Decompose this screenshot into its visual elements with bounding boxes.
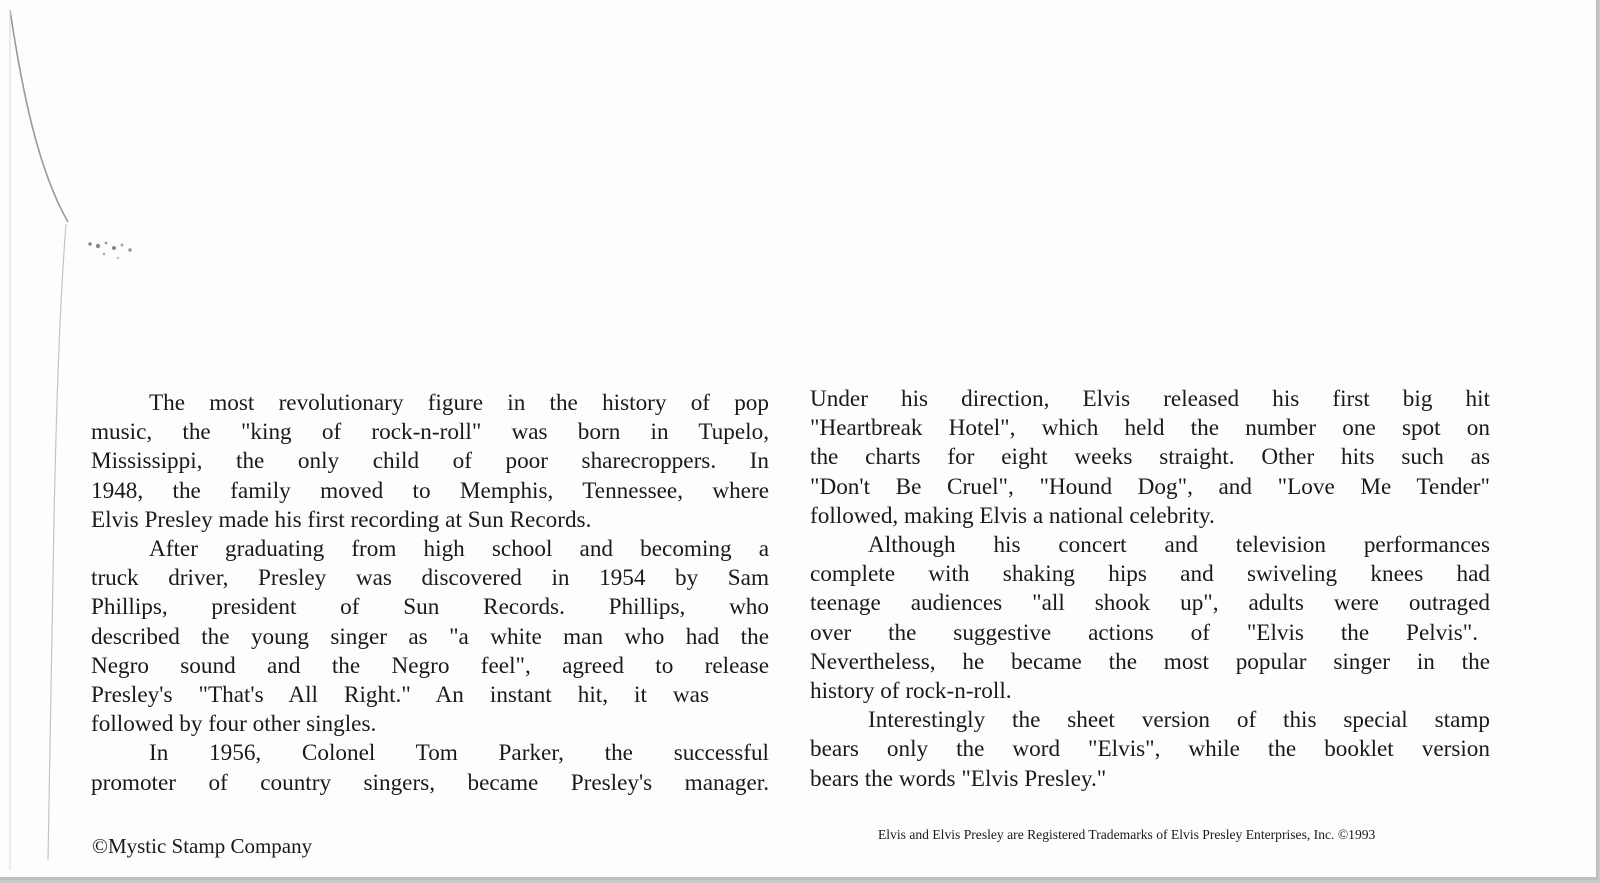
text-line: Nevertheless, he became the most popular singer in the <box>810 648 1490 675</box>
paragraph-4 <box>810 385 1490 531</box>
text-line: followed, making Elvis a national celebrity. <box>810 502 1215 529</box>
text-line: bears the words "Elvis Presley." <box>810 765 1107 792</box>
ink-smudge <box>84 236 142 266</box>
text-line: teenage audiences "all shook up", adults were outraged <box>810 590 1490 617</box>
paragraph-3 <box>91 739 769 797</box>
text-line: truck driver, Presley was discovered in 1954 by Sam <box>91 565 769 592</box>
text-line: over the suggestive actions of "Elvis the Pelvis". <box>810 619 1478 646</box>
text-line: Although his concert and television performances <box>868 532 1490 559</box>
text-line: the charts for eight weeks straight. Other hits such as <box>810 444 1490 471</box>
text-line: promoter of country singers, became Presley's manager. <box>91 769 769 796</box>
text-line: After graduating from high school and becoming a <box>149 536 769 563</box>
text-line: Presley's "That's All Right." An instant hit, it was <box>91 682 709 709</box>
paragraph-5 <box>810 531 1490 706</box>
text-line: 1948, the family moved to Memphis, Tennessee, where <box>91 477 769 504</box>
text-line: Under his direction, Elvis released his first big hit <box>810 386 1490 412</box>
text-line: bears only the word "Elvis", while the booklet version <box>810 736 1490 763</box>
text-line: music, the "king of rock-n-roll" was born in Tupelo, <box>91 419 769 446</box>
left-text-column <box>91 389 769 798</box>
text-line: Negro sound and the Negro feel", agreed to release <box>91 652 769 679</box>
copyright-notice: ©Mystic Stamp Company <box>92 834 313 858</box>
right-text-column <box>810 385 1490 794</box>
text-line: "Don't Be Cruel", "Hound Dog", and "Love Me Tender" <box>810 473 1490 500</box>
text-line: complete with shaking hips and swiveling knees had <box>810 561 1490 588</box>
text-line: In 1956, Colonel Tom Parker, the successful <box>149 740 769 767</box>
text-line: "Heartbreak Hotel", which held the number one spot on <box>810 415 1490 442</box>
text-line: described the young singer as "a white man who had the <box>91 623 769 650</box>
paragraph-1 <box>91 389 769 535</box>
trademark-notice: Elvis and Elvis Presley are Registered Trademarks of Elvis Presley Enterprises, Inc. ©1993 <box>878 827 1376 842</box>
text-line: history of rock-n-roll. <box>810 678 1012 705</box>
text-line: The most revolutionary figure in the history of pop <box>149 390 769 416</box>
text-line: followed by four other singles. <box>91 711 377 738</box>
paragraph-6 <box>810 706 1490 794</box>
text-line: Elvis Presley made his first recording at Sun Records. <box>91 506 592 533</box>
paragraph-2 <box>91 535 769 739</box>
text-line: Interestingly the sheet version of this special stamp <box>868 707 1490 734</box>
text-line: Phillips, president of Sun Records. Phillips, who <box>91 594 769 621</box>
text-line: Mississippi, the only child of poor sharecroppers. In <box>91 448 769 475</box>
